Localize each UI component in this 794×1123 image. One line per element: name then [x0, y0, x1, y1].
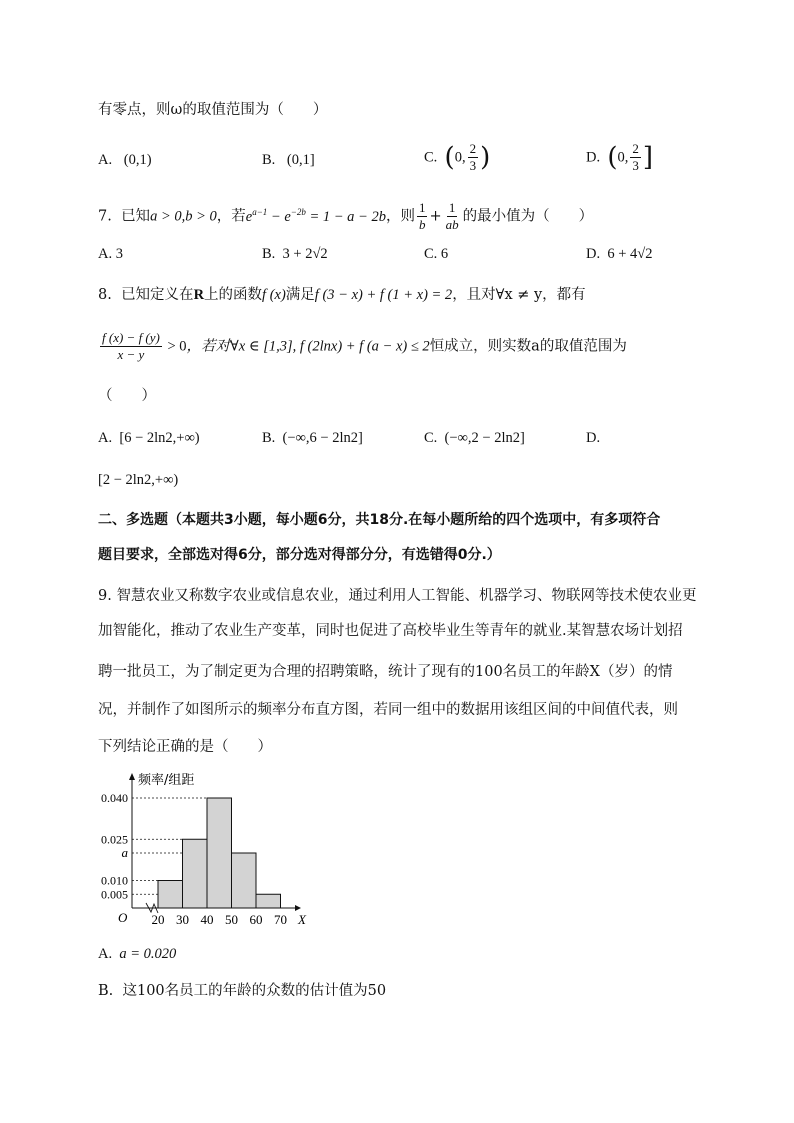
histogram-bar [232, 853, 257, 908]
histogram-x-tick-label: 40 [200, 912, 214, 927]
histogram-y-tick-label: 0.005 [101, 887, 128, 902]
histogram-bar [207, 798, 232, 908]
q6-option-b-value: (0,1] [286, 152, 315, 168]
histogram-x-tick-label: 30 [176, 912, 189, 927]
q8-stem-line1: 8. 已知定义在R上的函数f (x)满足f (3 − x) + f (1 + x) = 2，且对∀x ≠ y，都有 [98, 287, 586, 303]
q6-option-b: B. (0,1] [262, 152, 315, 168]
q7-option-b: B. 3 + 2√2 [262, 246, 328, 262]
histogram-x-tick-label: 70 [274, 912, 287, 927]
histogram-bar [256, 894, 281, 908]
q8-option-d: D. [586, 430, 601, 446]
section2-heading-line2: 题目要求，全部选对得6分，部分选对得部分分，有选错得0分.） [98, 547, 501, 563]
histogram-bar [183, 839, 208, 908]
q7-option-c: C. 6 [424, 246, 449, 262]
q9-line-4: 况，并制作了如图所示的频率分布直方图，若同一组中的数据用该组区间的中间值代表，则 [98, 702, 678, 718]
histogram-y-tick-label: a [121, 845, 128, 860]
q9-line-2: 加智能化，推动了农业生产变革，同时也促进了高校毕业生等青年的就业.某智慧农场计划招 [98, 623, 683, 639]
histogram-bar [158, 881, 183, 909]
q7-option-a: A. 3 [98, 246, 123, 262]
q7-equation: $e^{a-1} - e^{-2b} = 1 - a - 2b$ [245, 206, 386, 225]
q7-stem: 7. 已知a > 0,b > 0，若$e^{a-1} - e^{-2b} = 1 - a - 2b$，则 $\frac{1}{b}$ + $\frac{1}{ab}$ 的最小值为（ ） [98, 200, 594, 232]
histogram-y-label: 频率/组距 [138, 773, 195, 788]
q6-option-d: D. (0, $\frac{2}{3}$ ] [586, 141, 654, 173]
q7-option-d: D. 6 + 4√2 [586, 246, 653, 262]
section2-heading-line1: 二、多选题（本题共3小题，每小题6分，共18分.在每小题所给的四个选项中，有多项符合 [98, 512, 661, 528]
histogram-y-arrow [129, 773, 135, 780]
q6-option-a: A. (0,1) [98, 152, 152, 168]
histogram-x-arrow [295, 905, 301, 911]
q8-option-d-value: [2 − 2ln2,+∞) [98, 472, 179, 488]
q9-option-a: A. a = 0.020 [98, 946, 177, 962]
q9-line-5: 下列结论正确的是（ ） [98, 739, 272, 755]
q9-line-1: 9. 智慧农业又称数字农业或信息农业，通过利用人工智能、机器学习、物联网等技术使农业更 [98, 588, 697, 604]
q8-stem-line3: （ ） [98, 388, 156, 404]
q6-text: 有零点，则ω的取值范围为（ ） [98, 102, 328, 118]
histogram-x-label: X [298, 912, 306, 927]
q8-option-a: A. [6 − 2ln2,+∞) [98, 430, 200, 446]
q9-line-3: 聘一批员工，为了制定更为合理的招聘策略，统计了现有的100名员工的年龄X（岁）的情 [98, 664, 673, 680]
histogram-x-tick-label: 50 [225, 912, 238, 927]
histogram-y-tick-label: 0.040 [101, 791, 128, 805]
q8-stem-line2: $\frac{f (x) - f (y)}{x - y}$ > 0，若对∀x ∈ [1,3], f (2lnx) + f (a − x) ≤ 2恒成立，则实数a的取值范围为 [102, 330, 627, 362]
q8-option-b: B. (−∞,6 − 2ln2] [262, 430, 363, 446]
frequency-histogram [90, 768, 320, 933]
histogram-y-tick-label: 0.010 [101, 873, 128, 888]
q6-option-a-value: (0,1) [123, 152, 152, 168]
histogram-y-tick-label: 0.025 [101, 832, 128, 847]
histogram-origin-label: O [118, 910, 128, 925]
q8-option-c: C. (−∞,2 − 2ln2] [424, 430, 525, 446]
histogram-x-tick-label: 60 [249, 912, 263, 927]
q9-option-b: B. 这100名员工的年龄的众数的估计值为50 [98, 983, 387, 999]
histogram-x-tick-label: 20 [151, 912, 165, 927]
q6-option-c: C. (0, $\frac{2}{3}$ ) [424, 141, 491, 173]
